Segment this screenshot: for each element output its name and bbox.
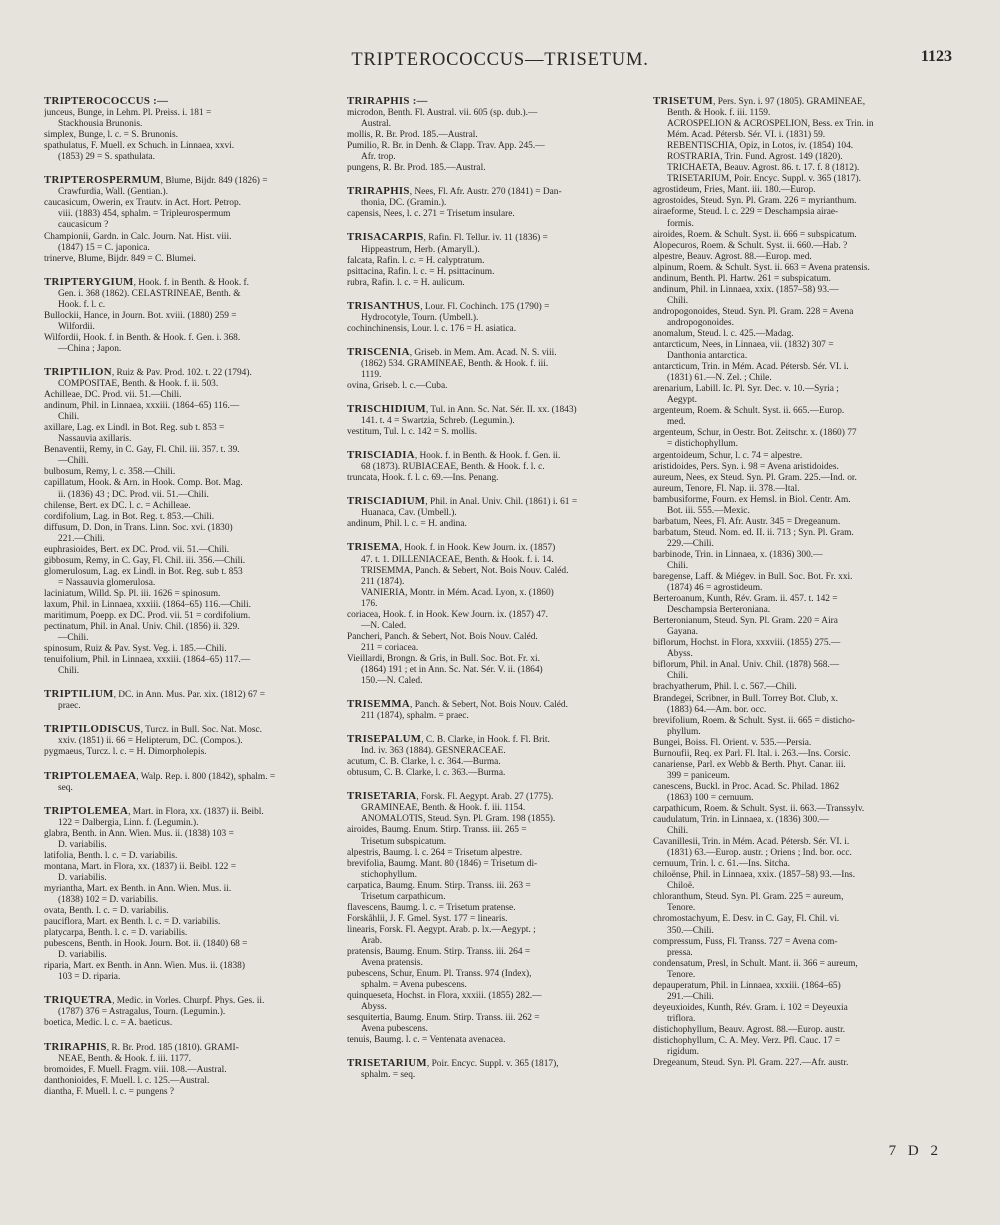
- entry-headword-line: TRIQUETRA, Medic. in Vorles. Churpf. Phys. Ges. ii.: [44, 995, 265, 1007]
- dictionary-entry: [44, 367, 336, 677]
- entry-line: gibbosum, Remy, in C. Gay, Fl. Chil. iii. 356.—Chili.: [44, 555, 246, 566]
- entry-line: rigidum.: [667, 1047, 700, 1058]
- entry-line: airoides, Roem. & Schult. Syst. ii. 666 = subspicatum.: [653, 229, 857, 240]
- entry-line: 103 = D. riparia.: [58, 972, 121, 983]
- entry-line: phyllum.: [667, 726, 701, 737]
- entry-headword-line: TRIPTERYGIUM, Hook. f. in Benth. & Hook. f.: [44, 276, 249, 288]
- entry-line: linearis, Forsk. Fl. Aegypt. Arab. p. lx.—Aegypt. ;: [347, 924, 536, 935]
- dictionary-entry: [347, 496, 643, 530]
- entry-line: platycarpa, Benth. l. c. = D. variabilis.: [44, 928, 188, 939]
- entry-line: Mém. Acad. Pétersb. Sér. VI. i. (1831) 59.: [667, 130, 826, 141]
- entry-line: andinum, Phil. in Linnaea, xxxiii. (1864–65) 116.—: [44, 401, 240, 412]
- entry-line: Forskåhlii, J. F. Gmel. Syst. 177 = linearis.: [347, 913, 508, 924]
- entry-line: TRISEMMA, Panch. & Sebert, Not. Bois Nouv. Caléd.: [361, 565, 569, 576]
- entry-headword-line: TRIPTILIUM, DC. in Ann. Mus. Par. xix. (1812) 67 =: [44, 689, 265, 701]
- dictionary-entry: [347, 347, 643, 392]
- entry-line: 150.—N. Caled.: [361, 676, 423, 687]
- entry-headword-line: TRIRAPHIS, Nees, Fl. Afr. Austr. 270 (1841) = Dan-: [347, 186, 562, 198]
- entry-line: alpestre, Beauv. Agrost. 88.—Europ. med.: [653, 251, 812, 262]
- entry-line: biflorum, Hochst. in Flora, xxxviii. (1855) 275.—: [653, 638, 841, 649]
- entry-line: Cavanillesii, Trin. in Mém. Acad. Pétersb. Sér. VI. i.: [653, 837, 850, 848]
- entry-line: Huanaca, Cav. (Umbell.).: [361, 508, 457, 519]
- entry-line: depauperatum, Phil. in Linnaea, xxxiii. (1864–65): [653, 980, 841, 991]
- entry-line: Chili.: [58, 412, 80, 423]
- entry-line: TRICHAETA, Beauv. Agrost. 86. t. 17. f. 8 (1812).: [667, 163, 860, 174]
- entry-line: axillare, Lag. ex Lindl. in Bot. Reg. sub t. 853 =: [44, 423, 225, 434]
- entry-line: bulbosum, Remy, l. c. 358.—Chili.: [44, 467, 176, 478]
- entry-line: baregense, Laff. & Miégev. in Bull. Soc. Bot. Fr. xxi.: [653, 572, 853, 583]
- entry-line: bambusiforme, Fourn. ex Hemsl. in Biol. Centr. Am.: [653, 494, 851, 505]
- entry-line: Bungei, Boiss. Fl. Orient. v. 535.—Persia.: [653, 737, 812, 748]
- genus-name: TRISEMMA: [347, 699, 410, 711]
- entry-line: chilense, Bert. ex DC. l. c. = Achilleae.: [44, 500, 191, 511]
- entry-line: Bot. iii. 555.—Mexic.: [667, 505, 750, 516]
- entry-headword-line: TRISACARPIS, Rafin. Fl. Tellur. iv. 11 (1836) =: [347, 232, 548, 244]
- entry-line: falcata, Rafin. l. c. = H. calyptratum.: [347, 255, 485, 266]
- entry-line: GRAMINEAE, Benth. & Hook. f. iii. 1154.: [361, 803, 526, 814]
- entry-line: Hook. f. l. c.: [58, 299, 106, 310]
- dictionary-entry: [44, 806, 336, 984]
- entry-line: viii. (1883) 454, sphalm. = Tripleurospermum: [58, 209, 231, 220]
- text-column-left: [44, 96, 336, 1110]
- entry-line: ii. (1836) 43 ; DC. Prod. vii. 51.—Chili.: [58, 489, 209, 500]
- entry-line: coriacea, Hook. f. in Hook. Kew Journ. ix. (1857) 47.: [347, 609, 548, 620]
- genus-name: TRISCHIDIUM: [347, 404, 426, 416]
- entry-line: Hippeastrum, Herb. (Amaryll.).: [361, 244, 480, 255]
- dictionary-entry: [347, 699, 643, 722]
- entry-line: Avena pubescens.: [361, 1024, 428, 1035]
- entry-line: = distichophyllum.: [667, 439, 738, 450]
- entry-line: (1787) 376 = Astragalus, Tourn. (Legumin.).: [58, 1007, 226, 1018]
- dictionary-entry: [44, 724, 336, 758]
- entry-line: euphrasioides, Bert. ex DC. Prod. vii. 51.—Chili.: [44, 544, 230, 555]
- entry-line: andinum, Phil. l. c. = H. andina.: [347, 519, 467, 530]
- entry-line: condensatum, Presl, in Schult. Mant. ii. 366 = aureum,: [653, 958, 858, 969]
- entry-line: biflorum, Phil. in Anal. Univ. Chil. (1878) 568.—: [653, 660, 840, 671]
- genus-name: TRIPTILIUM: [44, 689, 114, 701]
- entry-line: Ind. iv. 363 (1884). GESNERACEAE.: [361, 746, 506, 757]
- entry-line: aureum, Tenore, Fl. Nap. ii. 378.—Ital.: [653, 483, 800, 494]
- entry-line: Abyss.: [361, 1002, 387, 1013]
- genus-name: TRIPTEROSPERMUM: [44, 175, 161, 187]
- entry-line: Vieillardi, Brongn. & Gris, in Bull. Soc. Bot. Fr. xi.: [347, 653, 540, 664]
- entry-line: 68 (1873). RUBIACEAE, Benth. & Hook. f. l. c.: [361, 462, 545, 473]
- entry-line: boetica, Medic. l. c. = A. baeticus.: [44, 1018, 173, 1029]
- entry-line: sphalm. = Avena pubescens.: [361, 980, 467, 991]
- entry-line: andropogonoides, Steud. Syn. Pl. Gram. 228 = Avena: [653, 306, 854, 317]
- genus-name: TRIPTEROCOCCUS :—: [44, 96, 169, 107]
- entry-line: Tenore.: [667, 903, 696, 914]
- entry-headword-line: TRIPTEROSPERMUM, Blume, Bijdr. 849 (1826) =: [44, 175, 268, 187]
- entry-line: Abyss.: [667, 649, 693, 660]
- entry-line: 229.—Chili.: [667, 538, 714, 549]
- entry-line: riparia, Mart. ex Benth. in Ann. Wien. Mus. ii. (1838): [44, 961, 245, 972]
- entry-line: chromostachyum, E. Desv. in C. Gay, Fl. Chil. vi.: [653, 914, 840, 925]
- entry-line: 399 = paniceum.: [667, 770, 730, 781]
- dictionary-entry: [44, 277, 336, 355]
- entry-line: Wilfordii.: [58, 321, 95, 332]
- entry-line: brevifolia, Baumg. Mant. 80 (1846) = Trisetum di-: [347, 858, 538, 869]
- entry-line: Bullockii, Hance, in Journ. Bot. xviii. (1880) 259 =: [44, 310, 237, 321]
- entry-headword-line: TRISCIADIA, Hook. f. in Benth. & Hook. f. Gen. ii.: [347, 450, 561, 462]
- entry-line: barbatum, Nees, Fl. Afr. Austr. 345 = Dregeanum.: [653, 516, 841, 527]
- entry-headword-line: TRISANTHUS, Lour. Fl. Cochinch. 175 (1790) =: [347, 300, 550, 312]
- entry-line: Achilleae, DC. Prod. vii. 51.—Chili.: [44, 390, 182, 401]
- entry-line: D. variabilis.: [58, 950, 107, 961]
- entry-line: glabra, Benth. in Ann. Wien. Mus. ii. (1838) 103 =: [44, 828, 234, 839]
- entry-line: andropogonoides.: [667, 317, 734, 328]
- entry-line: airaeforme, Steud. l. c. 229 = Deschampsia airae-: [653, 207, 839, 218]
- entry-line: capillatum, Hook. & Arn. in Hook. Comp. Bot. Mag.: [44, 478, 243, 489]
- entry-line: vestitum, Tul. l. c. 142 = S. mollis.: [347, 427, 478, 438]
- dictionary-entry: [44, 771, 336, 794]
- entry-line: acutum, C. B. Clarke, l. c. 364.—Burma.: [347, 757, 501, 768]
- genus-name: TRISCIADIUM: [347, 496, 426, 508]
- entry-line: Pancheri, Panch. & Sebert, Not. Bois Nouv. Caléd.: [347, 631, 538, 642]
- entry-headword-line: TRIPTILION, Ruiz & Pav. Prod. 102. t. 22 (1794).: [44, 366, 252, 378]
- entry-headword-line: TRISETARIUM, Poir. Encyc. Suppl. v. 365 (1817),: [347, 1058, 559, 1070]
- entry-line: Chili.: [58, 666, 80, 677]
- dictionary-entry: [44, 96, 336, 163]
- entry-line: argenteum, Roem. & Schult. Syst. ii. 665.—Europ.: [653, 406, 845, 417]
- entry-line: Benaventii, Remy, in C. Gay, Fl. Chil. iii. 357. t. 39.: [44, 445, 240, 456]
- entry-line: 211 = coriacea.: [361, 642, 419, 653]
- genus-name: TRISACARPIS: [347, 232, 424, 244]
- entry-line: diffusum, D. Don, in Trans. Linn. Soc. xvi. (1830): [44, 522, 233, 533]
- entry-line: 291.—Chili.: [667, 991, 714, 1002]
- entry-line: (1864) 191 ; et in Ann. Sc. Nat. Sér. V. ii. (1864): [361, 664, 543, 675]
- entry-line: TRISETARIUM, Poir. Encyc. Suppl. v. 365 (1817).: [667, 174, 861, 185]
- entry-line: Tenore.: [667, 969, 696, 980]
- entry-line: 1119.: [361, 369, 382, 380]
- genus-name: TRISETARIA: [347, 791, 417, 803]
- entry-line: (1863) 100 = cernuum.: [667, 792, 754, 803]
- genus-name: TRIRAPHIS: [44, 1041, 107, 1053]
- entry-line: aristidoides, Pers. Syn. i. 98 = Avena aristidoides.: [653, 461, 839, 472]
- entry-line: 141. t. 4 = Swartzia, Schreb. (Legumin.).: [361, 416, 515, 427]
- entry-line: 211 (1874).: [361, 576, 405, 587]
- entry-line: pratensis, Baumg. Enum. Stirp. Transs. iii. 264 =: [347, 947, 531, 957]
- genus-name: TRISCIADIA: [347, 450, 415, 462]
- entry-line: Trisetum subspicatum.: [361, 836, 447, 847]
- dictionary-entry: [347, 542, 643, 687]
- dictionary-entry: [44, 175, 336, 264]
- entry-line: Burnoufii, Req. ex Parl. Fl. Ital. i. 263.—Ins. Corsic.: [653, 748, 851, 759]
- entry-line: chiloënse, Phil. in Linnaea, xxix. (1857–58) 93.—Ins.: [653, 870, 856, 881]
- entry-line: ovata, Benth. l. c. = D. variabilis.: [44, 906, 169, 917]
- entry-line: Arab.: [361, 935, 383, 946]
- entry-line: praec.: [58, 701, 81, 712]
- entry-line: (1862) 534. GRAMINEAE, Benth. & Hook. f. iii.: [361, 358, 549, 369]
- entry-line: Berteronianum, Steud. Syn. Pl. Gram. 220 = Aira: [653, 616, 838, 627]
- entry-line: carpatica, Baumg. Enum. Stirp. Transs. iii. 263 =: [347, 880, 531, 891]
- entry-line: maritimum, Poepp. ex DC. Prod. vii. 51 = cordifolium.: [44, 611, 251, 622]
- entry-line: sphalm. = seq.: [361, 1070, 416, 1081]
- entry-line: compressum, Fuss, Fl. Transs. 727 = Avena com-: [653, 936, 838, 947]
- entry-line: agrostoides, Steud. Syn. Pl. Gram. 226 = myrianthum.: [653, 196, 857, 207]
- entry-line: (1853) 29 = S. spathulata.: [58, 152, 155, 163]
- entry-line: (1831) 63.—Europ. austr. ; Oriens ; Ind. bor. occ.: [667, 848, 852, 859]
- entry-line: Chili.: [667, 826, 689, 837]
- entry-headword-line: TRIPTILODISCUS, Turcz. in Bull. Soc. Nat. Mosc.: [44, 724, 262, 736]
- entry-line: Dregeanum, Steud. Syn. Pl. Gram. 227.—Afr. austr.: [653, 1058, 849, 1069]
- text-column-middle: [347, 96, 643, 1094]
- entry-line: Aegypt.: [667, 395, 697, 406]
- entry-line: mollis, R. Br. Prod. 185.—Austral.: [347, 130, 478, 141]
- entry-line: laxum, Phil. in Linnaea, xxxiii. (1864–65) 116.—Chili.: [44, 599, 251, 610]
- entry-headword-line: TRISEMMA, Panch. & Sebert, Not. Bois Nouv. Caléd.: [347, 699, 568, 711]
- entry-line: caudulatum, Trin. in Linnaea, x. (1836) 300.—: [653, 815, 829, 826]
- genus-name: TRISANTHUS: [347, 300, 421, 312]
- entry-line: Championii, Gardn. in Calc. Journ. Nat. Hist. viii.: [44, 231, 232, 242]
- entry-headword-line: TRISCENIA, Griseb. in Mem. Am. Acad. N. S. viii.: [347, 346, 557, 358]
- entry-line: Stackhousia Brunonis.: [58, 119, 143, 130]
- entry-line: pygmaeus, Turcz. l. c. = H. Dimorpholepis.: [44, 747, 207, 758]
- dictionary-entry: [347, 301, 643, 335]
- entry-line: ANOMALOTIS, Steud. Syn. Pl. Gram. 198 (1855).: [361, 814, 556, 825]
- entry-line: laciniatum, Willd. Sp. Pl. iii. 1626 = spinosum.: [44, 588, 221, 599]
- genus-name: TRISEMA: [347, 542, 400, 554]
- entry-line: cochinchinensis, Lour. l. c. 176 = H. asiatica.: [347, 323, 517, 334]
- entry-line: Hydrocotyle, Tourn. (Umbell.).: [361, 312, 479, 323]
- entry-line: Danthonia antarctica.: [667, 351, 748, 362]
- entry-line: sesquitertia, Baumg. Enum. Stirp. Transs. iii. 262 =: [347, 1013, 540, 1024]
- genus-name: TRIRAPHIS :—: [347, 96, 428, 107]
- entry-line: airoides, Baumg. Enum. Stirp. Transs. iii. 265 =: [347, 825, 527, 836]
- entry-headword-line: [44, 96, 336, 108]
- dictionary-entry: [347, 96, 643, 174]
- entry-headword-line: [347, 96, 643, 108]
- entry-line: —Chili.: [58, 633, 89, 644]
- entry-line: formis.: [667, 218, 694, 229]
- entry-line: (1847) 15 = C. japonica.: [58, 242, 150, 253]
- entry-line: Deschampsia Berteroniana.: [667, 605, 771, 616]
- entry-line: pressa.: [667, 947, 693, 958]
- entry-line: obtusum, C. B. Clarke, l. c. 363.—Burma.: [347, 768, 506, 779]
- entry-line: Benth. & Hook. f. iii. 1159.: [667, 108, 771, 119]
- entry-line: canescens, Buckl. in Proc. Acad. Sc. Philad. 1862: [653, 781, 840, 792]
- entry-line: Austral.: [361, 119, 391, 130]
- entry-line: Chili.: [667, 671, 689, 682]
- entry-line: barbatum, Steud. Nom. ed. II. ii. 713 ; Syn. Pl. Gram.: [653, 527, 854, 538]
- genus-name: TRISETUM: [653, 96, 713, 107]
- entry-line: bromoides, F. Muell. Fragm. viii. 108.—Austral.: [44, 1064, 227, 1075]
- entry-line: D. variabilis.: [58, 872, 107, 883]
- entry-line: microdon, Benth. Fl. Austral. vii. 605 (sp. dub.).—: [347, 108, 538, 119]
- entry-line: tenuifolium, Phil. in Linnaea, xxxiii. (1864–65) 117.—: [44, 655, 251, 666]
- entry-line: —China ; Japon.: [58, 343, 122, 354]
- entry-line: capensis, Nees, l. c. 271 = Trisetum insulare.: [347, 209, 515, 220]
- entry-line: canariense, Parl. ex Webb & Berth. Phyt. Canar. iii.: [653, 759, 846, 770]
- entry-line: Nassauvia axillaris.: [58, 434, 132, 445]
- genus-name: TRISEPALUM: [347, 734, 422, 746]
- entry-line: (1831) 61.—N. Zel. ; Chile.: [667, 373, 772, 384]
- genus-name: TRIQUETRA: [44, 995, 113, 1007]
- entry-line: agrostideum, Fries, Mant. iii. 180.—Europ.: [653, 185, 816, 196]
- entry-line: anomalum, Steud. l. c. 425.—Madag.: [653, 328, 794, 339]
- entry-line: REBENTISCHIA, Opiz, in Lotos, iv. (1854) 104.: [667, 141, 854, 152]
- entry-line: aureum, Nees, ex Steud. Syn. Pl. Gram. 225.—Ind. or.: [653, 472, 857, 483]
- entry-line: seq.: [58, 782, 73, 793]
- entry-line: 350.—Chili.: [667, 925, 714, 936]
- entry-line: (1883) 64.—Am. bor. occ.: [667, 704, 767, 715]
- entry-line: alpinum, Roem. & Schult. Syst. ii. 663 = Avena pratensis.: [653, 262, 870, 273]
- entry-line: stichophyllum.: [361, 869, 417, 880]
- entry-line: pauciflora, Mart. ex Benth. l. c. = D. variabilis.: [44, 917, 221, 928]
- dictionary-entry: [347, 404, 643, 438]
- entry-headword-line: TRISEMA, Hook. f. in Hook. Kew Journ. ix. (1857): [347, 542, 556, 554]
- entry-line: antarcticum, Trin. in Mém. Acad. Pétersb. Sér. VI. i.: [653, 362, 849, 373]
- entry-line: 221.—Chili.: [58, 533, 105, 544]
- entry-line: junceus, Bunge, in Lehm. Pl. Preiss. i. 181 =: [44, 108, 212, 119]
- entry-line: NEAE, Benth. & Hook. f. iii. 1177.: [58, 1053, 191, 1064]
- dictionary-entry: [653, 96, 953, 1069]
- entry-line: triflora.: [667, 1013, 696, 1024]
- entry-line: (1874) 46 = agrostideum.: [667, 583, 763, 594]
- entry-line: Gen. i. 368 (1862). CELASTRINEAE, Benth. &: [58, 288, 241, 299]
- entry-line: spinosum, Ruiz & Pav. Syst. Veg. i. 185.—Chili.: [44, 644, 227, 655]
- genus-name: TRIPTILODISCUS: [44, 724, 141, 736]
- entry-line: 176.: [361, 598, 378, 609]
- entry-line: antarcticum, Nees, in Linnaea, vii. (1832) 307 =: [653, 340, 834, 351]
- entry-line: xxiv. (1851) ii. 66 = Helipterum, DC. (Compos.).: [58, 736, 243, 747]
- entry-line: spathulatus, F. Muell. ex Schuch. in Linnaea, xxvi.: [44, 141, 235, 152]
- entry-headword-line: TRISCHIDIUM, Tul. in Ann. Sc. Nat. Sér. II. xx. (1843): [347, 404, 577, 416]
- page-number: 1123: [920, 48, 952, 65]
- entry-line: ovina, Griseb. l. c.—Cuba.: [347, 380, 448, 391]
- entry-line: argenteum, Schur, in Oestr. Bot. Zeitschr. x. (1860) 77: [653, 428, 857, 439]
- entry-line: cordifolium, Lag. in Bot. Reg. t. 853.—Chili.: [44, 511, 215, 522]
- dictionary-entry: [347, 450, 643, 484]
- entry-line: pubescens, Benth. in Hook. Journ. Bot. ii. (1840) 68 =: [44, 939, 248, 950]
- entry-line: glomerulosum, Lag. ex Lindl. in Bot. Reg. sub t. 853: [44, 566, 243, 577]
- entry-line: pectinatum, Phil. in Anal. Univ. Chil. (1856) ii. 329.: [44, 622, 240, 633]
- entry-line: pungens, R. Br. Prod. 185.—Austral.: [347, 163, 486, 174]
- entry-line: deyeuxioides, Kunth, Rév. Gram. i. 102 = Deyeuxia: [653, 1002, 848, 1013]
- entry-line: flavescens, Baumg. l. c. = Trisetum pratense.: [347, 902, 516, 913]
- entry-line: pubescens, Schur, Enum. Pl. Transs. 974 (Index),: [347, 969, 532, 980]
- entry-headword-line: TRIRAPHIS, R. Br. Prod. 185 (1810). GRAMI-: [44, 1041, 239, 1053]
- entry-line: Crawfurdia, Wall. (Gentian.).: [58, 187, 168, 198]
- entry-line: med.: [667, 417, 686, 428]
- entry-line: danthonioides, F. Muell. l. c. 125.—Austral.: [44, 1075, 210, 1086]
- entry-line: brevifolium, Roem. & Schult. Syst. ii. 665 = disticho-: [653, 715, 855, 726]
- entry-line: —N. Caled.: [361, 620, 407, 631]
- entry-line: Brandegei, Scribner, in Bull. Torrey Bot. Club, x.: [653, 693, 838, 704]
- entry-line: simplex, Bunge, l. c. = S. Brunonis.: [44, 130, 178, 141]
- entry-line: diantha, F. Muell. l. c. = pungens ?: [44, 1086, 175, 1097]
- entry-line: 211 (1874), sphalm. = praec.: [361, 711, 469, 722]
- entry-headword-line: TRISEPALUM, C. B. Clarke, in Hook. f. Fl. Brit.: [347, 734, 550, 746]
- entry-line: Berteroanum, Kunth, Rév. Gram. ii. 457. t. 142 =: [653, 594, 838, 605]
- entry-line: D. variabilis.: [58, 839, 107, 850]
- entry-line: brachyatherum, Phil. l. c. 567.—Chili.: [653, 682, 797, 693]
- entry-line: —Chili.: [58, 456, 89, 467]
- entry-line: psittacina, Rafin. l. c. = H. psittacinum.: [347, 266, 495, 277]
- dictionary-entry: [347, 734, 643, 779]
- entry-headword-line: TRISETUM, Pers. Syn. i. 97 (1805). GRAMINEAE,: [653, 96, 866, 107]
- entry-line: distichophyllum, C. A. Mey. Verz. Pfl. Cauc. 17 =: [653, 1035, 841, 1046]
- entry-line: ROSTRARIA, Trin. Fund. Agrost. 149 (1820).: [667, 152, 843, 163]
- entry-line: caucasicum ?: [58, 220, 109, 231]
- entry-line: latifolia, Benth. l. c. = D. variabilis.: [44, 850, 178, 861]
- entry-line: ACROSPELION & ACROSPELION, Bess. ex Trin. in: [667, 119, 874, 130]
- dictionary-entry: [347, 232, 643, 288]
- dictionary-entry: [44, 1042, 336, 1098]
- entry-line: Afr. trop.: [361, 152, 396, 163]
- entry-line: Avena pratensis.: [361, 958, 423, 969]
- entry-line: Trisetum carpathicum.: [361, 891, 446, 902]
- genus-name: TRISCENIA: [347, 346, 410, 358]
- genus-name: TRIRAPHIS: [347, 186, 410, 198]
- entry-line: Chiloë.: [667, 881, 695, 892]
- page-title: TRIPTEROCOCCUS—TRISETUM.: [351, 50, 649, 70]
- dictionary-entry: [44, 995, 336, 1029]
- entry-line: Alopecuros, Roem. & Schult. Syst. ii. 660.—Hab. ?: [653, 240, 848, 251]
- entry-line: barbinode, Trin. in Linnaea, x. (1836) 300.—: [653, 549, 823, 560]
- entry-line: VANIERIA, Montr. in Mém. Acad. Lyon, x. (1860): [361, 587, 554, 598]
- dictionary-entry: [347, 186, 643, 220]
- entry-line: Chili.: [667, 295, 689, 306]
- entry-line: caucasicum, Owerin, ex Trautv. in Act. Hort. Petrop.: [44, 198, 242, 209]
- entry-line: arenarium, Labill. Ic. Pl. Syr. Dec. v. 10.—Syria ;: [653, 384, 839, 395]
- entry-headword-line: TRIPTOLEMAEA, Walp. Rep. i. 800 (1842), sphalm. =: [44, 770, 276, 782]
- entry-line: Wilfordii, Hook. f. in Benth. & Hook. f. Gen. i. 368.: [44, 332, 241, 343]
- entry-line: myriantha, Mart. ex Benth. in Ann. Wien. Mus. ii.: [44, 883, 232, 894]
- entry-headword-line: TRIPTOLEMEA, Mart. in Flora, xx. (1837) ii. Beibl.: [44, 805, 264, 817]
- entry-line: cernuum, Trin. l. c. 61.—Ins. Sitcha.: [653, 859, 790, 870]
- entry-line: alpestris, Baumg. l. c. 264 = Trisetum alpestre.: [347, 847, 523, 858]
- entry-line: (1838) 102 = D. variabilis.: [58, 895, 159, 905]
- entry-line: Gayana.: [667, 627, 698, 638]
- entry-line: 47. t. 1. DILLENIACEAE, Benth. & Hook. f. i. 14.: [361, 554, 554, 565]
- genus-name: TRIPTILION: [44, 366, 112, 378]
- dictionary-entry: [347, 1058, 643, 1081]
- genus-name: TRIPTOLEMAEA: [44, 770, 137, 782]
- entry-line: trinerve, Blume, Bijdr. 849 = C. Blumei.: [44, 253, 196, 264]
- entry-line: truncata, Hook. f. l. c. 69.—Ins. Penang.: [347, 473, 499, 484]
- dictionary-entry: [347, 791, 643, 1046]
- entry-line: andinum, Phil. in Linnaea, xxix. (1857–58) 93.—: [653, 284, 839, 295]
- entry-line: chloranthum, Steud. Syn. Pl. Gram. 225 = aureum,: [653, 892, 844, 903]
- entry-line: 122 = Dalbergia, Linn. f. (Legumin.).: [58, 817, 199, 828]
- signature-mark: 7 D 2: [888, 1143, 942, 1159]
- entry-line: Pumilio, R. Br. in Denh. & Clapp. Trav. App. 245.—: [347, 141, 545, 152]
- text-column-right: [653, 96, 953, 1081]
- entry-line: tenuis, Baumg. l. c. = Ventenata avenacea.: [347, 1035, 506, 1046]
- entry-line: argentoideum, Schur, l. c. 74 = alpestre.: [653, 450, 803, 461]
- dictionary-entry: [44, 689, 336, 712]
- entry-line: carpathicum, Roem. & Schult. Syst. ii. 663.—Transsylv.: [653, 804, 865, 814]
- entry-headword-line: TRISETARIA, Forsk. Fl. Aegypt. Arab. 27 (1775).: [347, 791, 554, 803]
- entry-line: rubra, Rafin. l. c. = H. aulicum.: [347, 277, 465, 288]
- entry-line: thonia, DC. (Gramin.).: [361, 198, 447, 209]
- entry-line: quinqueseta, Hochst. in Flora, xxxiii. (1855) 282.—: [347, 991, 542, 1002]
- running-header: [0, 50, 1000, 76]
- entry-line: distichophyllum, Beauv. Agrost. 88.—Europ. austr.: [653, 1024, 846, 1035]
- genus-name: TRIPTOLEMEA: [44, 805, 129, 817]
- genus-name: TRISETARIUM: [347, 1058, 427, 1070]
- entry-line: montana, Mart. in Flora, xx. (1837) ii. Beibl. 122 =: [44, 861, 236, 872]
- entry-line: = Nassauvia glomerulosa.: [58, 577, 156, 588]
- entry-line: Chili.: [667, 560, 689, 571]
- entry-headword-line: TRISCIADIUM, Phil. in Anal. Univ. Chil. (1861) i. 61 =: [347, 496, 578, 508]
- entry-line: andinum, Benth. Pl. Hartw. 261 = subspicatum.: [653, 273, 831, 284]
- genus-name: TRIPTERYGIUM: [44, 276, 134, 288]
- entry-line: COMPOSITAE, Benth. & Hook. f. ii. 503.: [58, 379, 219, 390]
